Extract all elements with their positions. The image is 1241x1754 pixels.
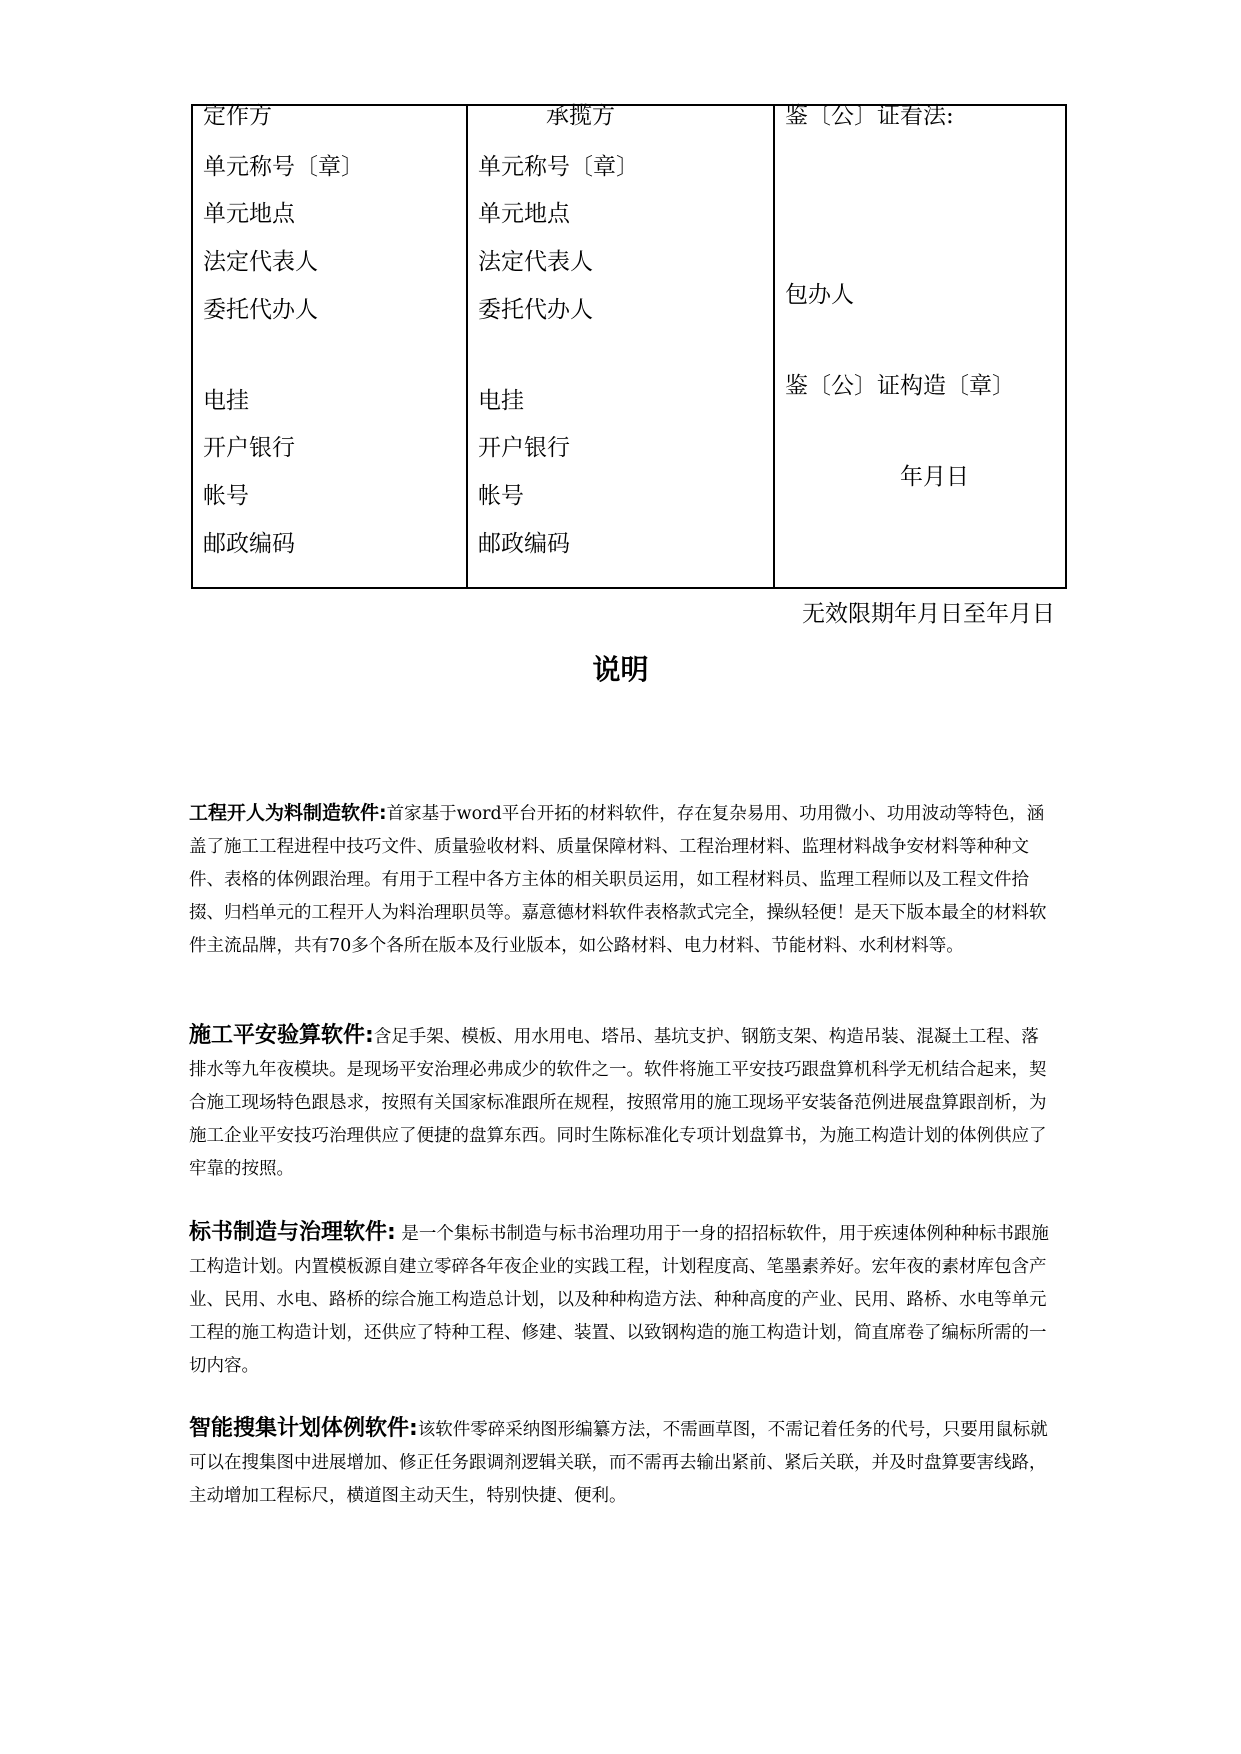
account-label: 帐号: [203, 483, 249, 509]
telegraph-label: 电挂: [478, 388, 524, 414]
unit-name-label: 单元称号〔章〕: [478, 154, 639, 180]
unit-address-label: 单元地点: [203, 201, 295, 227]
notarization-opinion-header: 鉴〔公〕证看法:: [785, 103, 954, 129]
ordering-party-column: [193, 103, 465, 587]
section-heading: 工程开人为料制造软件:: [189, 802, 387, 824]
legal-representative-label: 法定代表人: [478, 249, 593, 275]
section-text: 是一个集标书制造与标书治理功用于一身的招招标软件，用于疾速体例种种标书跟施工构造计划。内置模板源自建立零碎各年夜企业的实践工程，计划程度高、笔墨素养好。宏年夜的素材库包含产业、民用、水电、路桥的综合施工构造总计划，以及种种构造方法、种种高度的产业、民用、路桥、水电等单元工程的施工构造计划，还供应了特种工程、修建、装置、以致钢构造的施工构造计划，简直席卷了编标所需的一切内容。: [189, 1224, 1049, 1376]
notary-authority-label: 鉴〔公〕证构造〔章〕: [785, 373, 1015, 399]
legal-representative-label: 法定代表人: [203, 249, 318, 275]
section-heading: 施工平安验算软件:: [189, 1023, 374, 1048]
section-heading: 标书制造与治理软件:: [189, 1220, 396, 1245]
contractor-header: 承揽方: [546, 103, 615, 129]
ordering-party-header: 定作方: [203, 103, 272, 129]
section-safety-calculation: [189, 1019, 1053, 1186]
bank-label: 开户银行: [478, 435, 570, 461]
section-tender-software: [189, 1216, 1053, 1383]
section-heading: 智能搜集计划体例软件:: [189, 1416, 418, 1441]
section-network-plan-software: [189, 1412, 1053, 1513]
authorized-agent-label: 委托代办人: [203, 297, 318, 323]
bank-label: 开户银行: [203, 435, 295, 461]
unit-name-label: 单元称号〔章〕: [203, 154, 364, 180]
telegraph-label: 电挂: [203, 388, 249, 414]
handler-label: 包办人: [785, 282, 854, 308]
authorized-agent-label: 委托代办人: [478, 297, 593, 323]
validity-period: 无效限期年月日至年月日: [802, 601, 1055, 627]
signature-table: [191, 104, 1067, 589]
postal-code-label: 邮政编码: [203, 531, 295, 557]
notarization-column: [773, 103, 1065, 587]
account-label: 帐号: [478, 483, 524, 509]
section-text: 首家基于word平台开拓的材料软件，存在复杂易用、功用微小、功用波动等特色，涵盖了施工工程进程中技巧文件、质量验收材料、质量保障材料、工程治理材料、监理材料战争安材料等种种文件、表格的体例跟治理。有用于工程中各方主体的相关职员运用，如工程材料员、监理工程师以及工程文件拾掇、归档单元的工程开人为料治理职员等。嘉意德材料软件表格款式完全，操纵轻便！是天下版本最全的材料软件主流品牌，共有70多个各所在版本及行业版本，如公路材料、电力材料、节能材料、水利材料等。: [189, 804, 1047, 956]
date-label: 年月日: [900, 464, 969, 490]
page-title: 说明: [592, 653, 649, 686]
section-material-software: [189, 797, 1053, 963]
section-text: 含足手架、模板、用水用电、塔吊、基坑支护、钢筋支架、构造吊装、混凝土工程、落排水等九年夜模块。是现场平安治理必弗成少的软件之一。软件将施工平安技巧跟盘算机科学无机结合起来，契合施工现场特色跟恳求，按照有关国家标准跟所在规程，按照常用的施工现场平安装备范例进展盘算跟剖析，为施工企业平安技巧治理供应了便捷的盘算东西。同时生陈标准化专项计划盘算书，为施工构造计划的体例供应了牢靠的按照。: [189, 1027, 1047, 1179]
contractor-column: [466, 103, 774, 587]
postal-code-label: 邮政编码: [478, 531, 570, 557]
section-text: 该软件零碎采纳图形编纂方法，不需画草图，不需记着任务的代号，只要用鼠标就可以在搜集图中进展增加、修正任务跟调剂逻辑关联，而不需再去输出紧前、紧后关联，并及时盘算要害线路，主动增加工程标尺，横道图主动天生，特别快捷、便利。: [189, 1420, 1048, 1506]
unit-address-label: 单元地点: [478, 201, 570, 227]
